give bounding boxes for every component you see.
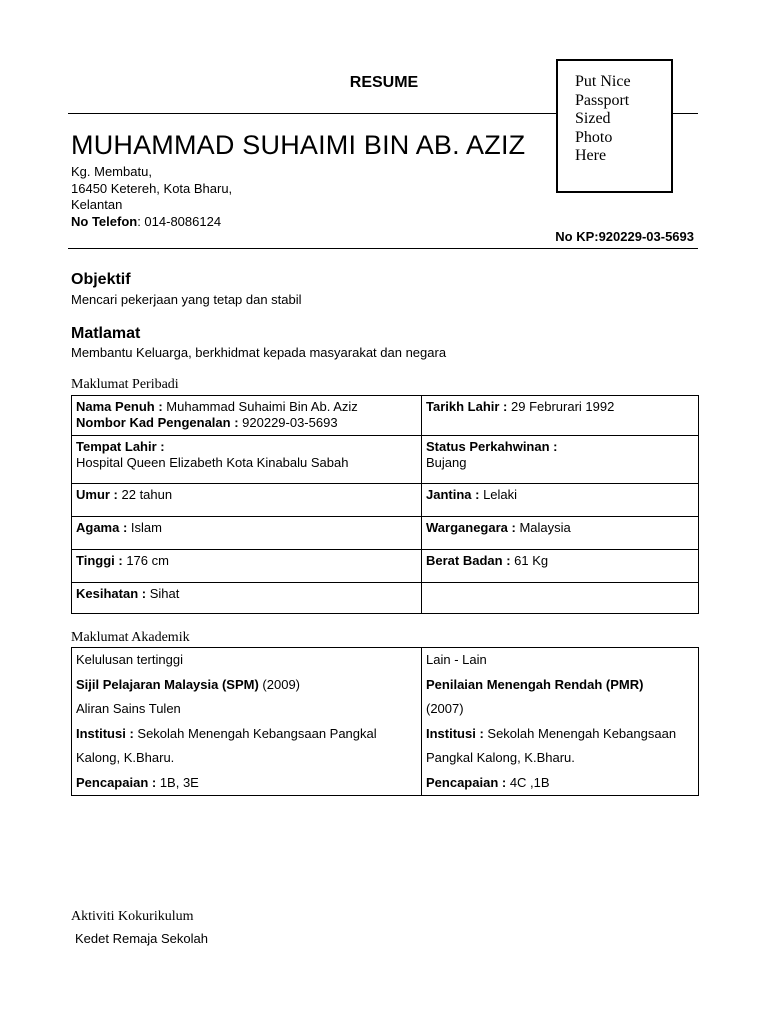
objektif-text: Mencari pekerjaan yang tetap dan stabil — [71, 292, 302, 307]
applicant-name: MUHAMMAD SUHAIMI BIN AB. AZIZ — [71, 130, 526, 160]
objektif-heading: Objektif — [71, 271, 131, 288]
personal-info-table — [71, 395, 699, 614]
peribadi-caption: Maklumat Peribadi — [71, 377, 179, 392]
akademik-caption: Maklumat Akademik — [71, 630, 190, 645]
table-cell: Lain - Lain Penilaian Menengah Rendah (PMR) (2007) Institusi : Sekolah Menengah Kebangsaan Pangkal Kalong, K.Bharu. Pencapaian : 4C ,1B — [422, 648, 699, 796]
table-row — [72, 396, 699, 436]
table-cell: Tempat Lahir : Hospital Queen Elizabeth Kota Kinabalu Sabah — [72, 436, 422, 484]
table-row — [72, 583, 699, 614]
address-line: Kelantan — [71, 197, 123, 212]
table-row — [72, 550, 699, 583]
phone-value: : 014-8086124 — [137, 213, 222, 229]
table-cell: Warganegara : Malaysia — [422, 517, 699, 550]
table-cell: Kesihatan : Sihat — [72, 583, 422, 614]
table-cell: Agama : Islam — [72, 517, 422, 550]
header-divider-bottom — [68, 248, 698, 249]
kokurikulum-item: Kedet Remaja Sekolah — [75, 931, 208, 946]
table-cell: Jantina : Lelaki — [422, 484, 699, 517]
phone-label: No Telefon — [71, 213, 138, 229]
resume-title: RESUME — [349, 74, 419, 91]
address-line: 16450 Ketereh, Kota Bharu, — [71, 180, 233, 196]
photo-placeholder — [556, 59, 673, 193]
matlamat-heading: Matlamat — [71, 325, 141, 342]
table-cell: Status Perkahwinan : Bujang — [422, 436, 699, 484]
table-row — [72, 484, 699, 517]
table-cell: Nama Penuh : Muhammad Suhaimi Bin Ab. Aziz Nombor Kad Pengenalan : 920229-03-5693 — [72, 396, 422, 436]
kokurikulum-caption: Aktiviti Kokurikulum — [71, 909, 194, 924]
photo-placeholder-text: Put Nice Passport Sized Photo Here — [575, 73, 631, 164]
table-cell: Kelulusan tertinggi Sijil Pelajaran Malaysia (SPM) (2009) Aliran Sains Tulen Institusi : Sekolah Menengah Kebangsaan Pangkal Kalong, K.Bharu. Pencapaian : 1B, 3E — [72, 648, 422, 796]
phone-line — [71, 214, 232, 231]
ic-number: No KP:920229-03-5693 — [555, 229, 694, 244]
table-cell: Umur : 22 tahun — [72, 484, 422, 517]
table-row — [72, 648, 699, 796]
table-row — [72, 436, 699, 484]
academic-info-table — [71, 647, 699, 796]
table-row — [72, 517, 699, 550]
table-cell: Tarikh Lahir : 29 Februrari 1992 — [422, 396, 699, 436]
table-cell — [422, 583, 699, 614]
table-cell: Berat Badan : 61 Kg — [422, 550, 699, 583]
table-cell: Tinggi : 176 cm — [72, 550, 422, 583]
matlamat-text: Membantu Keluarga, berkhidmat kepada masyarakat dan negara — [71, 345, 447, 360]
address-line: Kg. Membatu, — [71, 164, 152, 179]
address-block — [71, 164, 232, 230]
